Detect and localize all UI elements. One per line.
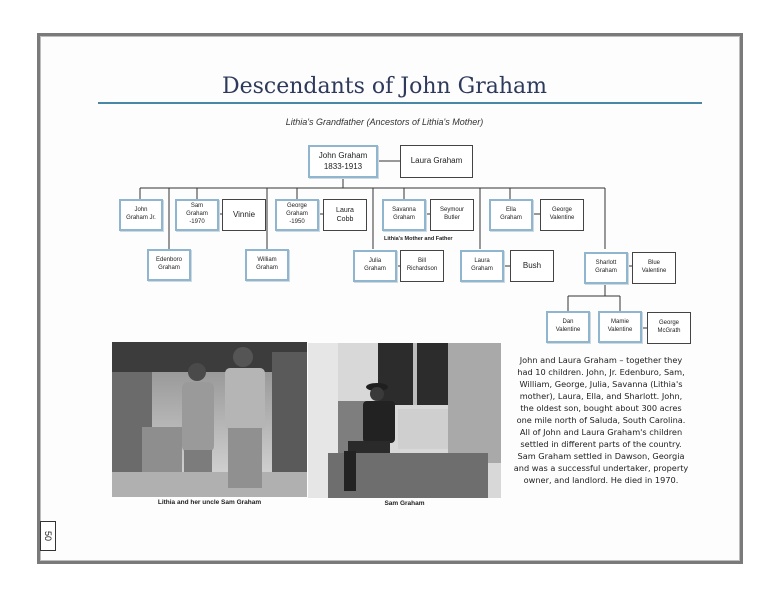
person-sam-graham: Sam Graham -1970 xyxy=(175,199,219,231)
spouse-laura-cobb: Laura Cobb xyxy=(323,199,367,231)
family-story-text: John and Laura Graham – together they had 10 children. John, Jr. Edenburo, Sam, William, George, Julia, Savanna (Lithia's mother), Laura, Ella, and Sharlott. John, the oldest son, bought about 300 acres one mile north of Saluda, South Carolina. All of John and Laura Graham's children settled in different parts of the country. Sam Graham settled in Dawson, Georgia and was a successful undertaker, property owner, and landlord. He died in 1970. xyxy=(513,355,689,486)
spouse-bush: Bush xyxy=(510,250,554,282)
person-julia-graham: Julia Graham xyxy=(353,250,397,282)
page-title: Descendants of John Graham xyxy=(221,74,548,99)
page-number: 50 xyxy=(40,521,56,551)
person-william-graham: William Graham xyxy=(245,249,289,281)
spouse-george-valentine: George Valentine xyxy=(540,199,584,231)
person-mamie-valentine: Mamie Valentine xyxy=(598,311,642,343)
couple-label: Lithia's Mother and Father xyxy=(384,236,453,242)
photo-lithia-and-sam xyxy=(112,342,307,497)
spouse-george-mcgrath: George McGrath xyxy=(647,312,691,344)
person-sharlott-graham: Sharlott Graham xyxy=(584,252,628,284)
spouse-vinnie: Vinnie xyxy=(222,199,266,231)
person-laura-graham: Laura Graham xyxy=(460,250,504,282)
person-edenboro-graham: Edenboro Graham xyxy=(147,249,191,281)
caption-left-photo: Lithia and her uncle Sam Graham xyxy=(157,499,262,506)
caption-right-photo: Sam Graham xyxy=(384,500,425,507)
person-george-graham: George Graham -1950 xyxy=(275,199,319,231)
spouse-blue-valentine: Blue Valentine xyxy=(632,252,676,284)
person-ella-graham: Ella Graham xyxy=(489,199,533,231)
spouse-seymour-butler: Seymour Butler xyxy=(430,199,474,231)
person-john-graham: John Graham 1833-1913 xyxy=(308,145,378,178)
person-john-graham-jr: John Graham Jr. xyxy=(119,199,163,231)
spouse-bill-richardson: Bill Richardson xyxy=(400,250,444,282)
person-dan-valentine: Dan Valentine xyxy=(546,311,590,343)
page-subtitle: Lithia's Grandfather (Ancestors of Lithia's Mother) xyxy=(285,117,484,127)
spouse-laura-graham: Laura Graham xyxy=(400,145,473,178)
person-savanna-graham: Savanna Graham xyxy=(382,199,426,231)
photo-sam-graham xyxy=(308,343,501,498)
